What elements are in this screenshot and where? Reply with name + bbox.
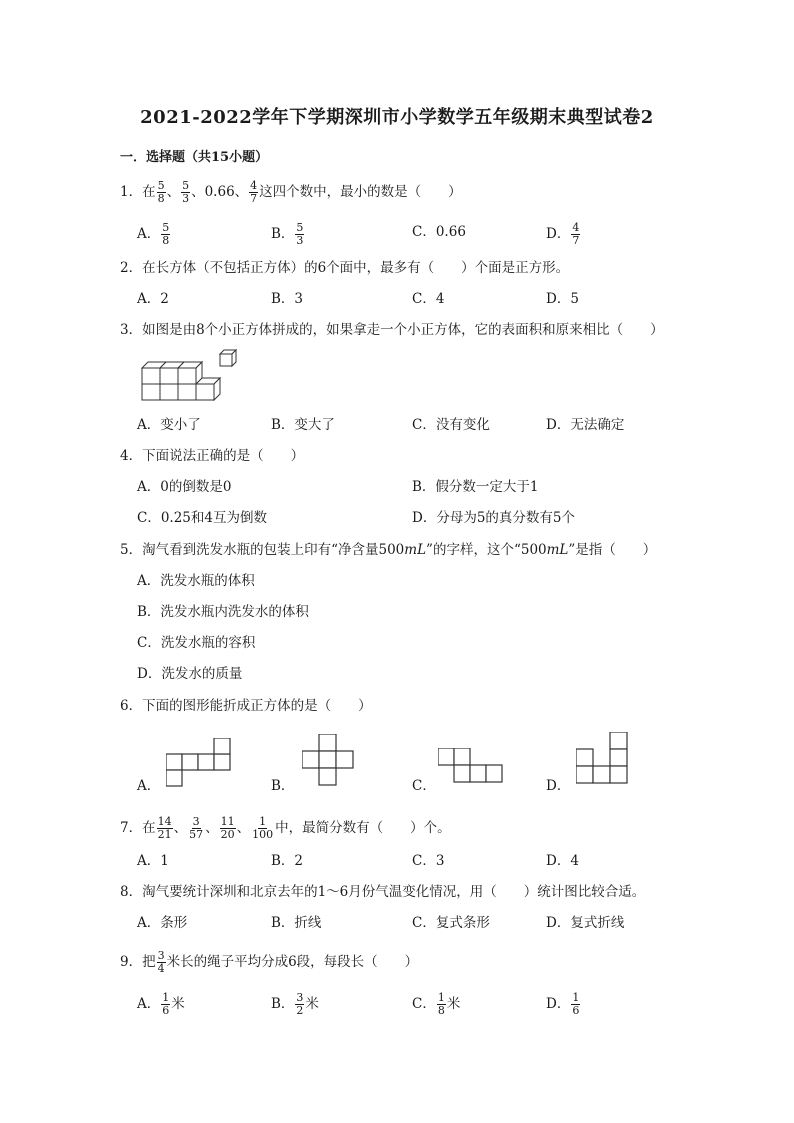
q4-option-b: B．假分数一定大于1: [412, 479, 539, 495]
q4-option-a: A．0的倒数是0: [137, 479, 232, 495]
q4-option-d: D．分母为5的真分数有5个: [412, 510, 576, 526]
q2-option-a: A．2: [137, 291, 169, 307]
q7-option-b: B．2: [271, 853, 304, 869]
q6-option-d: D．: [546, 778, 571, 794]
cube-net-b: [302, 734, 356, 788]
q9-option-c: C． $\frac{1}{8}$ 米: [412, 991, 461, 1017]
question-1: 1．在 $\frac{5}{8}$ 、 $\frac{5}{3}$ 、0.66、 $\frac{4}{7}$ 这四个数中，最小的数是（ ）: [120, 179, 462, 205]
cube-net-c: [438, 748, 506, 786]
q8-option-d: D．复式折线: [546, 915, 625, 931]
q3-option-c: C．没有变化: [412, 417, 490, 433]
section-heading: 一．选择题（共15小题）: [120, 150, 269, 165]
q3-option-d: D．无法确定: [546, 417, 625, 433]
question-9: 9．把 $\frac{3}{4}$ 米长的绳子平均分成6段，每段长（ ）: [120, 949, 419, 975]
fraction: $\frac{14}{21}$: [157, 815, 172, 841]
q5-option-b: B．洗发水瓶内洗发水的体积: [137, 604, 309, 620]
question-5: 5．淘气看到洗发水瓶的包装上印有“净含量500mL”的字样，这个“500mL”是指（ ）: [120, 542, 657, 558]
q7-option-c: C．3: [412, 853, 445, 869]
q6-option-b: B．: [271, 778, 295, 794]
q7-option-d: D．4: [546, 853, 579, 869]
q2-option-c: C．4: [412, 291, 445, 307]
q2-option-b: B．3: [271, 291, 304, 307]
q5-option-c: C．洗发水瓶的容积: [137, 635, 256, 651]
q3-option-a: A．变小了: [137, 417, 201, 433]
question-6: 6．下面的图形能折成正方体的是（ ）: [120, 698, 372, 714]
question-7: 7．在 $\frac{14}{21}$ 、 $\frac{3}{57}$ 、 $\frac{11}{20}$ 、 $\frac{1}{100}$ 中，最简分数有（ ）个。: [120, 815, 451, 841]
fraction: $\frac{11}{20}$: [220, 815, 235, 841]
cube-net-a: [166, 738, 236, 788]
q9-option-a: A． $\frac{1}{6}$ 米: [137, 991, 185, 1017]
q1-option-b: B． $\frac{5}{3}$: [271, 221, 304, 247]
fraction: $\frac{5}{8}$: [157, 179, 165, 205]
q9-option-b: B． $\frac{3}{2}$ 米: [271, 991, 319, 1017]
question-2: 2．在长方体（不包括正方体）的6个面中，最多有（ ）个面是正方形。: [120, 260, 570, 276]
q6-option-c: C．: [412, 778, 436, 794]
fraction: $\frac{3}{57}$: [189, 815, 204, 841]
q8-option-b: B．折线: [271, 915, 322, 931]
q2-option-d: D．5: [546, 291, 579, 307]
q9-option-d: D． $\frac{1}{6}$: [546, 991, 580, 1017]
question-4: 4．下面说法正确的是（ ）: [120, 448, 305, 464]
q5-option-d: D．洗发水的质量: [137, 666, 243, 682]
fraction: $\frac{5}{3}$: [182, 179, 190, 205]
fraction: $\frac{4}{7}$: [250, 179, 258, 205]
question-8: 8．淘气要统计深圳和北京去年的1～6月份气温变化情况，用（ ）统计图比较合适。: [120, 884, 646, 900]
q8-option-c: C．复式条形: [412, 915, 490, 931]
q5-option-a: A．洗发水瓶的体积: [137, 573, 255, 589]
cube-stack-figure: [138, 348, 238, 404]
cube-net-d: [576, 732, 632, 788]
q3-option-b: B．变大了: [271, 417, 335, 433]
fraction: $\frac{3}{4}$: [157, 949, 165, 975]
q4-option-c: C．0.25和4互为倒数: [137, 510, 267, 526]
fraction: $\frac{1}{100}$: [252, 815, 274, 841]
q1-option-d: D． $\frac{4}{7}$: [546, 221, 580, 247]
question-3: 3．如图是由8个小正方体拼成的，如果拿走一个小正方体，它的表面积和原来相比（ ）: [120, 322, 664, 338]
q6-option-a: A．: [137, 778, 161, 794]
q8-option-a: A．条形: [137, 915, 188, 931]
q7-option-a: A．1: [137, 853, 169, 869]
q1-option-a: A． $\frac{5}{8}$: [137, 221, 170, 247]
page-title: 2021-2022学年下学期深圳市小学数学五年级期末典型试卷2: [140, 107, 654, 128]
q1-option-c: C．0.66: [412, 224, 466, 240]
